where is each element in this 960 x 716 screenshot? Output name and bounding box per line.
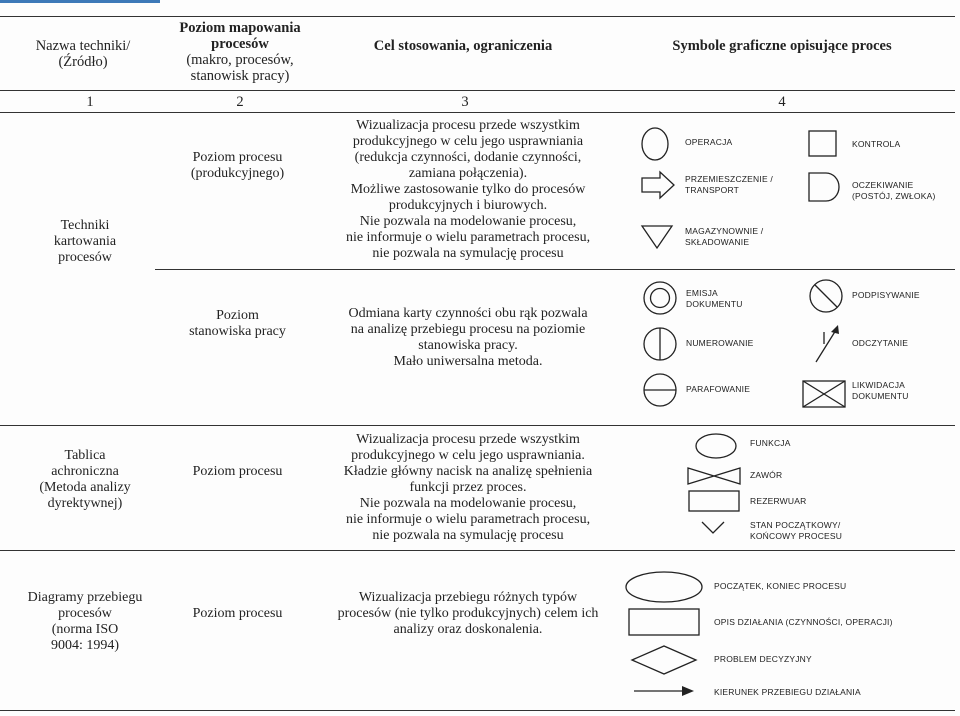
rule-header-bottom (0, 90, 955, 91)
symbol-numerowanie-label: NUMEROWANIE (686, 338, 754, 348)
r1b-level: Poziom stanowiska pracy (189, 308, 286, 339)
odczytanie-slash-arrow-icon (812, 322, 842, 366)
funkcja-ellipse-icon (694, 432, 738, 460)
poczatek-ellipse-icon (624, 570, 704, 604)
operacja-circle-icon (640, 126, 670, 162)
symbol-opis-label: OPIS DZIAŁANIA (CZYNNOŚCI, OPERACJI) (714, 617, 893, 627)
symbol-stan-label: STAN POCZĄTKOWY/ KOŃCOWY PROCESU (750, 520, 843, 541)
header-col2 (165, 20, 315, 84)
rule-number-bottom (0, 112, 955, 113)
r2-technique: Tablica achroniczna (Metoda analizy dyrektywnej) (39, 448, 131, 511)
symbol-podpisywanie-label: PODPISYWANIE (852, 290, 920, 300)
r2-purpose: Wizualizacja procesu przede wszystkim produkcyjnego w celu jego usprawniania. Kładzie główny nacisk na analizę spełnienia funkcji przez proces. Nie pozwala na modelowanie procesu, nie informuje o wielu parametrach procesu, nie pozwala na symulację procesu (343, 432, 593, 543)
kierunek-arrow-icon (632, 684, 696, 698)
podpisywanie-slashed-circle-icon (808, 278, 844, 314)
symbol-kierunek-label: KIERUNEK PRZEBIEGU DZIAŁANIA (714, 687, 861, 697)
symbol-funkcja-label: FUNKCJA (750, 438, 791, 448)
symbol-parafowanie-label: PARAFOWANIE (686, 384, 751, 394)
r2-level: Poziom procesu (192, 464, 283, 479)
symbol-odczytanie-label: ODCZYTANIE (852, 338, 909, 348)
oczekiwanie-d-shape-icon (808, 172, 840, 202)
header-col3: Cel stosowania, ograniczenia (373, 38, 553, 54)
numerowanie-circle-vertical-icon (642, 326, 678, 362)
r3-technique: Diagramy przebiegu procesów (norma ISO 9004: 1994) (27, 590, 143, 653)
header-col2-title: Poziom mapowania procesów (179, 20, 301, 52)
r1a-purpose: Wizualizacja procesu przede wszystkim produkcyjnego w celu jego usprawniania (redukcja czynności, dodanie czynności, zamiana połączenia). Możliwe zastosowanie tylko do procesów produkcyjnych i biurowych. Nie pozwala na modelowanie procesu, nie informuje o wielu parametrach procesu, nie pozwala na symulację procesu (345, 118, 591, 261)
r3-level: Poziom procesu (192, 606, 283, 621)
kontrola-square-icon (808, 130, 838, 158)
r1b-purpose: Odmiana karty czynności obu rąk pozwala na analizę przebiegu procesu na poziomie stanowiska pracy. Mało uniwersalna metoda. (348, 306, 588, 369)
zawor-bowtie-icon (686, 466, 742, 486)
header-col4: Symbole graficzne opisujące proces (672, 38, 892, 54)
symbol-likwidacja-label: LIKWIDACJA DOKUMENTU (852, 380, 909, 401)
parafowanie-circle-horizontal-icon (642, 372, 678, 408)
symbol-magazyn-label: MAGAZYNOWNIE / SKŁADOWANIE (685, 226, 764, 247)
col-number-2: 2 (236, 94, 244, 110)
col-number-1: 1 (86, 94, 94, 110)
problem-diamond-icon (630, 644, 698, 676)
stan-chevron-icon (700, 518, 726, 536)
transport-arrow-icon (640, 170, 676, 200)
symbol-operacja-label: OPERACJA (685, 137, 733, 147)
rule-table-bottom (0, 710, 955, 711)
rezerwuar-rectangle-icon (688, 490, 740, 512)
r1a-level: Poziom procesu (produkcyjnego) (190, 150, 285, 181)
col-number-3: 3 (461, 94, 469, 110)
col-number-4: 4 (778, 94, 786, 110)
r3-purpose: Wizualizacja przebiegu różnych typów procesów (nie tylko produkcyjnych) celem ich analizy oraz doskonalenia. (337, 590, 599, 637)
rule-top (0, 16, 955, 17)
top-accent-bar (0, 0, 160, 3)
opis-rectangle-icon (628, 608, 700, 636)
rule-r2-bottom (0, 550, 955, 551)
symbol-oczekiwanie-label: OCZEKIWANIE (POSTÓJ, ZWŁOKA) (852, 180, 936, 201)
rule-r1-split (155, 269, 955, 270)
symbol-rezerwuar-label: REZERWUAR (750, 496, 807, 506)
symbol-emisja-label: EMISJA DOKUMENTU (686, 288, 743, 309)
likwidacja-crossed-box-icon (802, 380, 846, 408)
magazyn-triangle-icon (640, 224, 674, 250)
symbol-zawor-label: ZAWÓR (750, 470, 783, 480)
symbol-kontrola-label: KONTROLA (852, 139, 901, 149)
header-col2-sub: (makro, procesów, stanowisk pracy) (186, 52, 294, 84)
symbol-transport-label: PRZEMIESZCZENIE / TRANSPORT (685, 174, 773, 195)
emisja-double-circle-icon (642, 280, 678, 316)
symbol-problem-label: PROBLEM DECYZYJNY (714, 654, 812, 664)
rule-r1-bottom (0, 425, 955, 426)
header-col1: Nazwa techniki/ (Źródło) (35, 38, 131, 70)
r1-technique: Techniki kartowania procesów (53, 218, 117, 265)
symbol-poczatek-label: POCZĄTEK, KONIEC PROCESU (714, 581, 847, 591)
